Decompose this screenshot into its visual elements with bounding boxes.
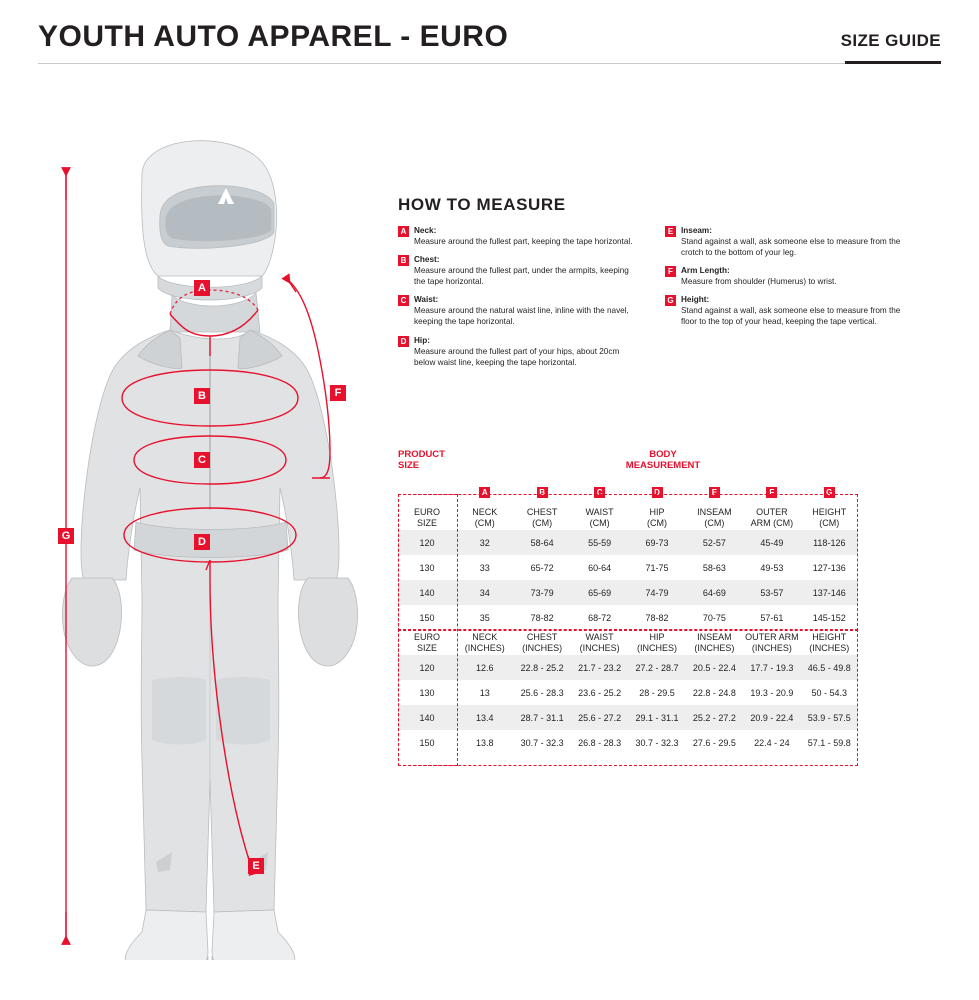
header-height-cm: [801, 505, 858, 530]
h-cm-5-1: INSEAM: [697, 507, 732, 518]
cell-chest: 25.6 - 28.3: [520, 687, 564, 698]
figure-badge-a: A: [194, 280, 210, 296]
h-in-1-2: (INCHES): [464, 642, 505, 653]
cell-chest: 73-79: [513, 580, 570, 605]
header-divider-accent: [845, 61, 941, 64]
cell-height: 127-136: [812, 562, 846, 573]
h-cm-1-1: NECK: [472, 507, 498, 518]
cell-inseam: 22.8 - 24.8: [692, 687, 736, 698]
how-to-item-waist-name: Waist:: [414, 295, 439, 305]
how-to-item-arm-length-name: Arm Length:: [681, 266, 730, 276]
h-in-0-1: EURO: [414, 632, 441, 643]
cell-size: 120: [398, 655, 456, 680]
how-to-item-hip-name: Hip:: [414, 335, 430, 345]
how-to-item-inseam-text: Stand against a wall, ask someone else to measure from the crotch to the bottom of your leg.: [681, 237, 901, 258]
cell-waist: 65-69: [571, 580, 628, 605]
cell-size: 150: [419, 737, 435, 748]
header-height-in: [801, 630, 858, 655]
h-cm-0-2: SIZE: [417, 517, 438, 528]
h-in-3-1: WAIST: [585, 632, 614, 643]
how-to-item-chest: [398, 254, 635, 287]
cell-chest: 65-72: [530, 562, 554, 573]
cell-neck: 13.4: [456, 705, 513, 730]
cell-neck: 13.8: [475, 737, 494, 748]
header-neck-cm: [456, 505, 513, 530]
how-to-item-chest-name: Chest:: [414, 255, 440, 265]
h-cm-6-1: OUTER: [756, 507, 788, 518]
cell-chest: 78-82: [530, 612, 554, 623]
table-row: [398, 530, 858, 555]
how-to-measure-column-left: [398, 225, 635, 375]
h-in-5-1: INSEAM: [697, 632, 732, 643]
size-table: [398, 480, 858, 755]
table-row: [398, 680, 858, 705]
page-title: YOUTH AUTO APPAREL - EURO: [38, 20, 509, 53]
figure-badge-d: D: [194, 534, 210, 550]
header-hip-in: [628, 630, 685, 655]
cell-hip: 27.2 - 28.7: [628, 655, 685, 680]
table-badge-g: [801, 480, 858, 505]
table-badge-row: [398, 480, 858, 505]
cell-waist: 26.8 - 28.3: [578, 737, 622, 748]
badge-c-label: C: [594, 487, 605, 498]
badge-b-icon: B: [398, 255, 409, 266]
header-inseam-in: [686, 630, 743, 655]
h-cm-5-2: (CM): [704, 517, 725, 528]
how-to-item-waist: [398, 294, 635, 327]
header-inseam-cm: [686, 505, 743, 530]
h-in-6-2: (INCHES): [751, 642, 792, 653]
cell-hip: 74-79: [628, 580, 685, 605]
cell-inseam: 20.5 - 22.4: [686, 655, 743, 680]
how-to-item-hip: [398, 335, 635, 368]
table-group-labels: [398, 450, 858, 480]
h-cm-6-2: ARM (CM): [750, 517, 794, 528]
how-to-item-height-name: Height:: [681, 295, 710, 305]
cell-size: 140: [398, 580, 456, 605]
how-to-measure-title: HOW TO MEASURE: [398, 195, 566, 214]
badge-f-icon: F: [665, 266, 676, 277]
cell-neck: 32: [456, 530, 513, 555]
header-outer-arm-in: [743, 630, 800, 655]
badge-cell-empty: [398, 480, 456, 505]
h-in-6-1: OUTER ARM: [745, 632, 799, 643]
badge-b-label: B: [537, 487, 548, 498]
table-badge-d: [628, 480, 685, 505]
badge-e-icon: E: [665, 226, 676, 237]
cell-size: 130: [419, 562, 435, 573]
cell-inseam: 27.6 - 29.5: [692, 737, 736, 748]
header-euro-size-cm: [398, 505, 456, 530]
cell-chest: 28.7 - 31.1: [513, 705, 570, 730]
cell-height: 145-152: [812, 612, 846, 623]
table-header-row-inches: [398, 630, 858, 655]
cell-hip: 30.7 - 32.3: [635, 737, 679, 748]
cell-inseam: 64-69: [686, 580, 743, 605]
h-cm-2-2: (CM): [532, 517, 553, 528]
cell-hip: 78-82: [645, 612, 669, 623]
h-in-1-1: NECK: [472, 632, 498, 643]
header-neck-in: [456, 630, 513, 655]
cell-hip: 71-75: [645, 562, 669, 573]
cell-height: 46.5 - 49.8: [801, 655, 858, 680]
measurement-figure: [30, 80, 390, 960]
figure-badge-b: B: [194, 388, 210, 404]
product-size-label-line1: PRODUCT: [398, 449, 445, 460]
table-row: [398, 655, 858, 680]
badge-g-icon: G: [665, 295, 676, 306]
cell-waist: 68-72: [588, 612, 612, 623]
table-row: [398, 580, 858, 605]
h-cm-7-1: HEIGHT: [812, 507, 847, 518]
how-to-item-height-text: Stand against a wall, ask someone else to measure from the floor to the top of your head, keeping the tape vertical.: [681, 306, 901, 327]
h-in-2-2: (INCHES): [522, 642, 563, 653]
badge-g-label: G: [824, 487, 835, 498]
h-in-7-1: HEIGHT: [812, 632, 847, 643]
cell-height: 50 - 54.3: [811, 687, 848, 698]
badge-f-label: F: [766, 487, 777, 498]
product-size-label: [398, 450, 445, 472]
cell-outer-arm: 22.4 - 24: [754, 737, 790, 748]
badge-e-label: E: [709, 487, 720, 498]
table-row: [398, 705, 858, 730]
driver-suit-illustration: [30, 80, 390, 960]
h-cm-4-1: HIP: [649, 507, 665, 518]
cell-neck: 35: [479, 612, 490, 623]
figure-badge-f: F: [330, 385, 346, 401]
cell-inseam: 70-75: [702, 612, 726, 623]
table-row: [398, 730, 858, 755]
cell-size: 130: [419, 687, 435, 698]
h-cm-3-1: WAIST: [585, 507, 614, 518]
h-cm-2-1: CHEST: [526, 507, 558, 518]
cell-inseam: 58-63: [702, 562, 726, 573]
body-measurement-label: [603, 450, 723, 472]
product-size-label-line2: SIZE: [398, 459, 420, 471]
h-in-4-2: (INCHES): [637, 642, 677, 653]
cell-waist: 23.6 - 25.2: [578, 687, 622, 698]
h-cm-7-2: (CM): [819, 517, 840, 528]
cell-size: 140: [398, 705, 456, 730]
header-chest-cm: [513, 505, 570, 530]
header-waist-in: [571, 630, 628, 655]
how-to-item-inseam-name: Inseam:: [681, 226, 712, 235]
cell-outer-arm: 45-49: [743, 530, 800, 555]
badge-d-label: D: [652, 487, 663, 498]
how-to-item-inseam: [665, 225, 902, 258]
h-in-3-2: (INCHES): [579, 642, 620, 653]
cell-neck: 33: [479, 562, 490, 573]
cell-inseam: 52-57: [686, 530, 743, 555]
badge-d-icon: D: [398, 336, 409, 347]
h-cm-3-2: (CM): [589, 517, 610, 528]
how-to-measure-column-right: [665, 225, 902, 375]
cell-outer-arm: 17.7 - 19.3: [743, 655, 800, 680]
cell-waist: 60-64: [588, 562, 612, 573]
cell-outer-arm: 49-53: [760, 562, 784, 573]
how-to-item-arm-length-text: Measure from shoulder (Humerus) to wrist.: [681, 277, 837, 287]
how-to-item-height: [665, 294, 902, 327]
how-to-item-neck-name: Neck:: [414, 226, 437, 235]
size-table-section: [398, 450, 858, 755]
cell-hip: 28 - 29.5: [639, 687, 675, 698]
how-to-item-hip-text: Measure around the fullest part of your hips, about 20cm below waist line, keeping the tape horizontal.: [414, 346, 620, 367]
cell-height: 137-146: [801, 580, 858, 605]
cell-neck: 13: [479, 687, 490, 698]
cell-height: 53.9 - 57.5: [801, 705, 858, 730]
table-header-row-cm: [398, 505, 858, 530]
table-badge-c: [571, 480, 628, 505]
table-row: [398, 555, 858, 580]
h-cm-1-2: (CM): [474, 517, 495, 528]
cell-outer-arm: 19.3 - 20.9: [750, 687, 794, 698]
h-in-0-2: SIZE: [417, 642, 438, 653]
cell-inseam: 25.2 - 27.2: [686, 705, 743, 730]
header-waist-cm: [571, 505, 628, 530]
header-hip-cm: [628, 505, 685, 530]
cell-waist: 25.6 - 27.2: [571, 705, 628, 730]
page-header: [38, 20, 941, 70]
figure-badge-c: C: [194, 452, 210, 468]
size-guide-label: SIZE GUIDE: [840, 31, 941, 50]
cell-neck: 12.6: [456, 655, 513, 680]
header-euro-size-in: [398, 630, 456, 655]
how-to-item-neck: [398, 225, 635, 247]
badge-a-icon: A: [398, 226, 409, 237]
table-badge-b: [513, 480, 570, 505]
badge-a-label: A: [479, 487, 490, 498]
figure-badge-e: E: [248, 858, 264, 874]
table-badge-e: [686, 480, 743, 505]
how-to-measure-section: [398, 195, 943, 375]
table-badge-f: [743, 480, 800, 505]
cell-outer-arm: 53-57: [743, 580, 800, 605]
cell-chest: 58-64: [513, 530, 570, 555]
header-outer-arm-cm: [743, 505, 800, 530]
cell-height: 57.1 - 59.8: [807, 737, 851, 748]
cell-outer-arm: 57-61: [760, 612, 784, 623]
cell-chest: 30.7 - 32.3: [520, 737, 564, 748]
table-row: [398, 605, 858, 630]
figure-badge-g: G: [58, 528, 74, 544]
table-badge-a: [456, 480, 513, 505]
cell-waist: 21.7 - 23.2: [571, 655, 628, 680]
cell-waist: 55-59: [571, 530, 628, 555]
cell-height: 118-126: [801, 530, 858, 555]
how-to-item-neck-text: Measure around the fullest part, keeping the tape horizontal.: [414, 237, 633, 247]
h-in-5-2: (INCHES): [694, 642, 735, 653]
how-to-item-waist-text: Measure around the natural waist line, inline with the navel, keeping the tape horizontal.: [414, 306, 629, 327]
badge-c-icon: C: [398, 295, 409, 306]
h-in-7-2: (INCHES): [809, 642, 850, 653]
h-in-2-1: CHEST: [526, 632, 558, 643]
cell-hip: 29.1 - 31.1: [628, 705, 685, 730]
header-chest-in: [513, 630, 570, 655]
header-divider: [38, 63, 941, 64]
h-in-4-1: HIP: [649, 632, 665, 643]
cell-chest: 22.8 - 25.2: [513, 655, 570, 680]
cell-outer-arm: 20.9 - 22.4: [743, 705, 800, 730]
h-cm-4-2: (CM): [647, 517, 667, 528]
h-cm-0-1: EURO: [414, 507, 441, 518]
how-to-item-chest-text: Measure around the fullest part, under the armpits, keeping the tape horizontal.: [414, 266, 629, 287]
how-to-item-arm-length: [665, 265, 902, 287]
body-measurement-label-line1: BODY: [649, 449, 677, 460]
cell-neck: 34: [456, 580, 513, 605]
cell-size: 120: [398, 530, 456, 555]
body-measurement-label-line2: MEASUREMENT: [625, 459, 701, 471]
cell-size: 150: [419, 612, 435, 623]
cell-hip: 69-73: [628, 530, 685, 555]
